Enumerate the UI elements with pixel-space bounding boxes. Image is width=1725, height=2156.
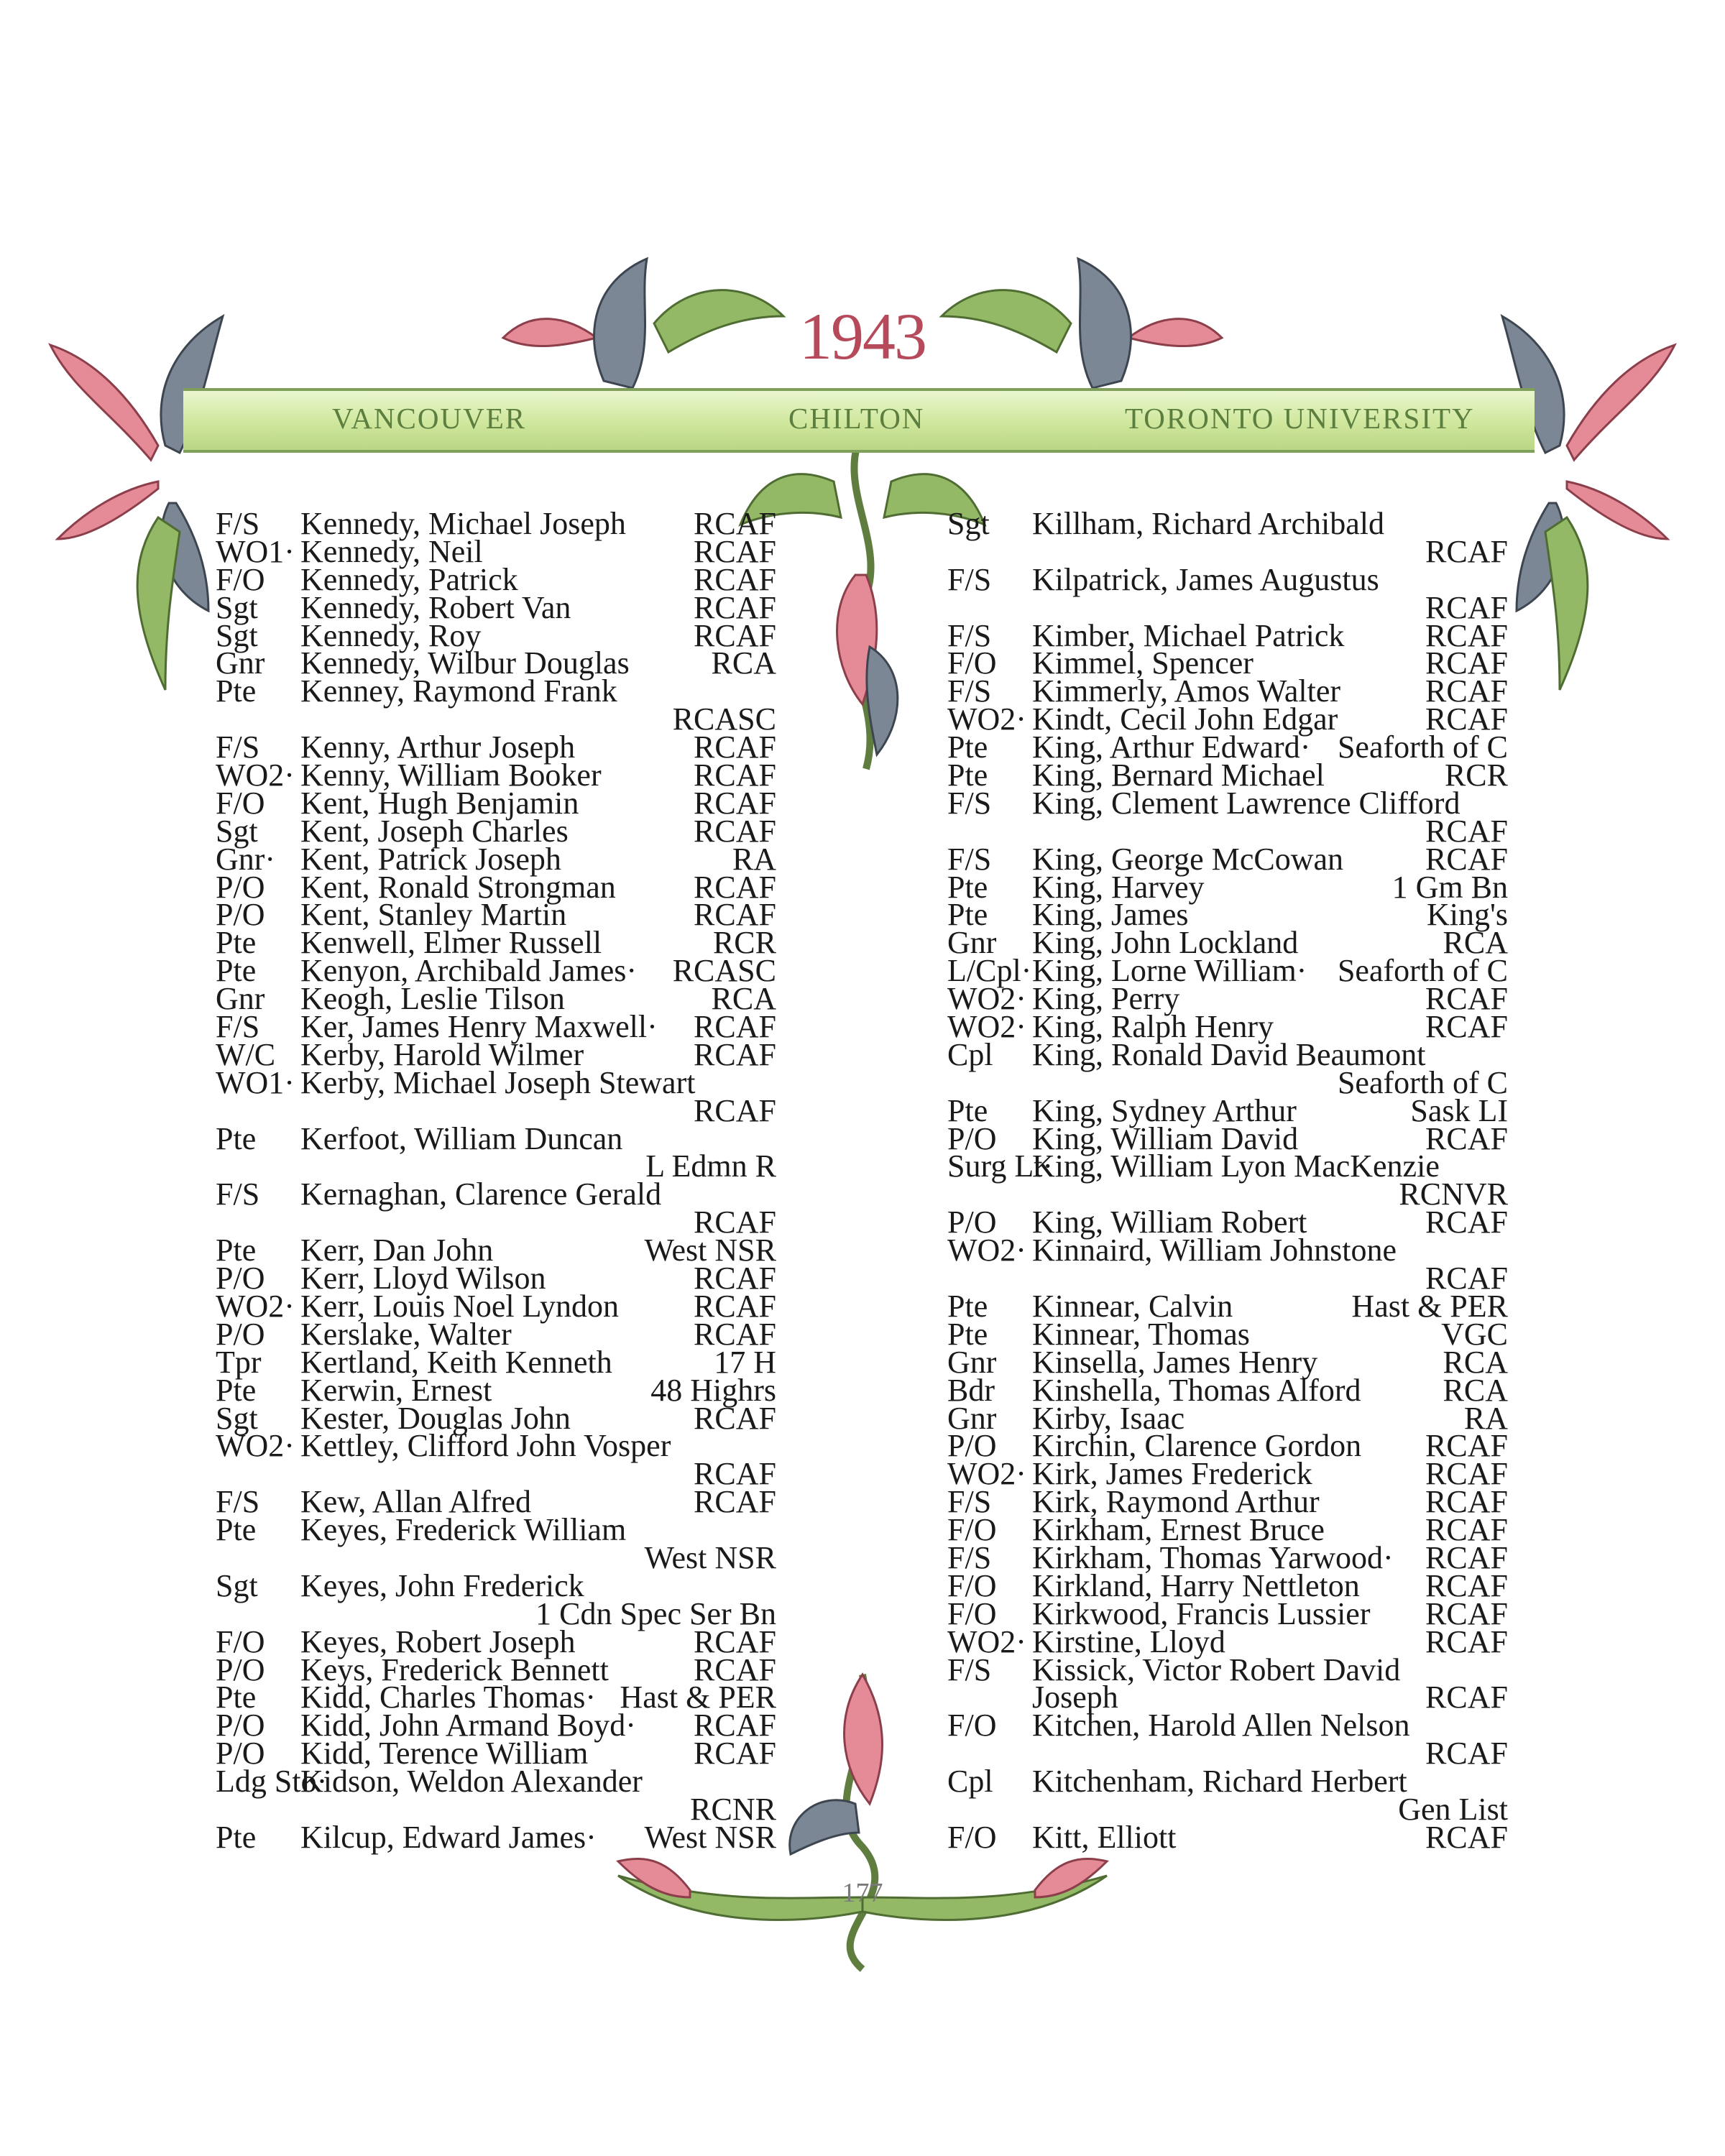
roll-entry — [216, 1428, 776, 1464]
rank: P/O — [216, 1708, 265, 1743]
unit: RCAF — [694, 1009, 776, 1045]
name: Kinnaird, William Johnstone — [1032, 1233, 1397, 1268]
unit: RCA — [711, 981, 776, 1017]
rank: Pte — [947, 757, 988, 793]
name: Kester, Douglas John — [300, 1400, 571, 1436]
rank: F/O — [947, 1708, 997, 1743]
name: King, John Lockland — [1032, 925, 1299, 961]
unit: RCAF — [694, 757, 776, 793]
unit: RCAF — [1425, 1736, 1508, 1772]
rank: Gnr — [216, 645, 265, 681]
unit: RCA — [1443, 1372, 1508, 1408]
unit: RCAF — [1425, 1819, 1508, 1855]
name: King, Lorne William· — [1032, 953, 1307, 989]
name: Ker, James Henry Maxwell· — [300, 1009, 658, 1045]
rank: F/S — [947, 841, 992, 877]
name: Kent, Stanley Martin — [300, 897, 567, 933]
name: Kirkwood, Francis Lussier — [1032, 1595, 1371, 1631]
name: Kirkham, Thomas Yarwood· — [1032, 1539, 1394, 1575]
name: Kent, Joseph Charles — [300, 813, 569, 849]
unit: RCAF — [694, 1036, 776, 1072]
unit: RCAF — [694, 897, 776, 933]
rank: P/O — [216, 1651, 265, 1687]
unit: RCAF — [694, 785, 776, 821]
rank: P/O — [947, 1204, 997, 1240]
unit: RCAF — [1425, 1680, 1508, 1715]
rank: F/O — [216, 785, 265, 821]
rank: F/O — [947, 1512, 997, 1548]
rank: Pte — [216, 1372, 257, 1408]
rank: Gnr — [947, 1344, 997, 1380]
name: Kenny, Arthur Joseph — [300, 729, 576, 765]
unit: West NSR — [644, 1539, 776, 1575]
name: Kerby, Harold Wilmer — [300, 1036, 584, 1072]
name: Keogh, Leslie Tilson — [300, 981, 565, 1017]
name: Kidd, John Armand Boyd· — [300, 1708, 636, 1743]
unit: RA — [1463, 1400, 1508, 1436]
name: King, Bernard Michael — [1032, 757, 1325, 793]
rank: Sgt — [216, 1567, 258, 1603]
roll-entry — [216, 589, 776, 625]
rank: F/S — [947, 673, 992, 709]
name: Kent, Patrick Joseph — [300, 841, 561, 877]
rank: WO1· — [216, 1064, 295, 1100]
unit: RCAF — [694, 729, 776, 765]
unit: Sask LI — [1410, 1092, 1508, 1128]
rank: F/O — [947, 1819, 997, 1855]
unit: RCNR — [690, 1791, 776, 1827]
name: King, Sydney Arthur — [1032, 1092, 1297, 1128]
unit: Hast & PER — [1351, 1288, 1508, 1324]
unit: RCAF — [694, 1651, 776, 1687]
rank: WO2· — [947, 981, 1026, 1017]
name: Kissick, Victor Robert David — [1032, 1651, 1401, 1687]
unit: 1 Gm Bn — [1392, 869, 1508, 905]
name: Kerr, Louis Noel Lyndon — [300, 1288, 620, 1324]
rank: F/O — [947, 1567, 997, 1603]
name: Kernaghan, Clarence Gerald — [300, 1176, 662, 1212]
rank: Cpl — [947, 1036, 993, 1072]
rank: Pte — [947, 1092, 988, 1128]
name: King, Perry — [1032, 981, 1180, 1017]
name: Kinnear, Calvin — [1032, 1288, 1233, 1324]
left-name-column — [216, 506, 776, 1855]
name: Kenney, Raymond Frank — [300, 673, 617, 709]
unit: Seaforth of C — [1337, 729, 1508, 765]
rank: P/O — [216, 897, 265, 933]
name: King, James — [1032, 897, 1189, 933]
unit: Hast & PER — [620, 1680, 776, 1715]
page-number: 177 — [842, 1878, 883, 1908]
unit: RCAF — [1425, 1623, 1508, 1659]
roll-entry — [216, 1064, 776, 1100]
roll-entry — [947, 1372, 1508, 1408]
rank: Gnr — [947, 1400, 997, 1436]
name: Kennedy, Neil — [300, 533, 483, 569]
name: Kindt, Cecil John Edgar — [1032, 701, 1338, 737]
unit: RCAF — [694, 1708, 776, 1743]
unit: RCAF — [694, 589, 776, 625]
name: Keys, Frederick Bennett — [300, 1651, 609, 1687]
name: Kennedy, Robert Van — [300, 589, 571, 625]
rank: Gnr — [947, 925, 997, 961]
rank: WO2· — [947, 1623, 1026, 1659]
name: Kidson, Weldon Alexander — [300, 1764, 643, 1800]
unit: RCAF — [1425, 1456, 1508, 1492]
banner-text-left: VANCOUVER — [332, 402, 527, 435]
rank: Pte — [216, 673, 257, 709]
name: Kilpatrick, James Augustus — [1032, 561, 1379, 597]
unit: RCAF — [1425, 1595, 1508, 1631]
banner-text-center: CHILTON — [788, 402, 925, 435]
unit: 48 Highrs — [650, 1372, 776, 1408]
rank: WO2· — [947, 1233, 1026, 1268]
rank: P/O — [947, 1428, 997, 1464]
rank: F/S — [947, 617, 992, 653]
unit: RCAF — [694, 617, 776, 653]
rank: F/O — [216, 561, 265, 597]
unit: RCAF — [1425, 1512, 1508, 1548]
rank: P/O — [947, 1120, 997, 1156]
rank: Sgt — [947, 506, 990, 541]
unit: King's — [1426, 897, 1508, 933]
rank: Cpl — [947, 1764, 993, 1800]
name: Keyes, John Frederick — [300, 1567, 584, 1603]
unit: RCA — [1443, 925, 1508, 961]
rank: F/S — [216, 1009, 260, 1045]
name: Kirkham, Ernest Bruce — [1032, 1512, 1325, 1548]
name: Kirkland, Harry Nettleton — [1032, 1567, 1360, 1603]
unit: RCAF — [1425, 1428, 1508, 1464]
rank: Pte — [216, 953, 257, 989]
rank: Sgt — [216, 813, 258, 849]
name: Kimmel, Spencer — [1032, 645, 1254, 681]
unit: VGC — [1441, 1316, 1508, 1352]
name: Kinnear, Thomas — [1032, 1316, 1250, 1352]
name: Kinshella, Thomas Alford — [1032, 1372, 1361, 1408]
right-name-column — [947, 506, 1508, 1855]
rank: Gnr· — [216, 841, 276, 877]
rank: WO2· — [947, 701, 1026, 737]
roll-entry — [947, 1708, 1508, 1743]
unit: RCR — [712, 925, 776, 961]
name: Kerslake, Walter — [300, 1316, 512, 1352]
name: Kerby, Michael Joseph Stewart — [300, 1064, 696, 1100]
name: Kenny, William Booker — [300, 757, 602, 793]
unit: RCAF — [694, 1400, 776, 1436]
unit: RCAF — [694, 533, 776, 569]
roll-entry — [947, 1651, 1508, 1687]
unit: RCAF — [1425, 1009, 1508, 1045]
rank: F/S — [216, 506, 260, 541]
rank: F/S — [947, 1651, 992, 1687]
rank: Surg Lt· — [947, 1148, 1054, 1184]
name: Kennedy, Wilbur Douglas — [300, 645, 630, 681]
unit: RCAF — [694, 1204, 776, 1240]
unit: 1 Cdn Spec Ser Bn — [535, 1595, 776, 1631]
unit: RCAF — [694, 1484, 776, 1520]
name: Kent, Hugh Benjamin — [300, 785, 579, 821]
name: Kenwell, Elmer Russell — [300, 925, 602, 961]
name: Kennedy, Patrick — [300, 561, 518, 597]
rank: Pte — [947, 1316, 988, 1352]
name: Kirchin, Clarence Gordon — [1032, 1428, 1362, 1464]
name: Killham, Richard Archibald — [1032, 506, 1384, 541]
rank: P/O — [216, 1316, 265, 1352]
rank: Ldg Sto· — [216, 1764, 328, 1800]
rank: Pte — [216, 1680, 257, 1715]
name: Kitt, Elliott — [1032, 1819, 1177, 1855]
name: Kerr, Dan John — [300, 1233, 494, 1268]
top-left-acanthus-ornament — [489, 237, 791, 395]
unit: Seaforth of C — [1337, 953, 1508, 989]
rank: Pte — [947, 869, 988, 905]
unit: RCAF — [694, 1316, 776, 1352]
rank: L/Cpl· — [947, 953, 1032, 989]
rank: F/O — [216, 1623, 265, 1659]
name: Kirk, Raymond Arthur — [1032, 1484, 1320, 1520]
unit: RCAF — [694, 1092, 776, 1128]
rank: F/S — [947, 561, 992, 597]
rank: Gnr — [216, 981, 265, 1017]
name: Kirby, Isaac — [1032, 1400, 1185, 1436]
unit: RCAF — [694, 1261, 776, 1296]
name: Kerfoot, William Duncan — [300, 1120, 623, 1156]
unit: RCAF — [1425, 1567, 1508, 1603]
roll-entry — [216, 506, 776, 541]
rank: Tpr — [216, 1344, 262, 1380]
unit: RCAF — [1425, 589, 1508, 625]
unit: RCAF — [1425, 701, 1508, 737]
roll-entry — [947, 1791, 1508, 1827]
name: Kew, Allan Alfred — [300, 1484, 531, 1520]
unit: RCAF — [694, 506, 776, 541]
name: King, Clement Lawrence Clifford — [1032, 785, 1460, 821]
unit: West NSR — [644, 1819, 776, 1855]
unit: RCR — [1444, 757, 1508, 793]
unit: RCNVR — [1399, 1176, 1508, 1212]
name: Kettley, Clifford John Vosper — [300, 1428, 671, 1464]
rank: F/S — [216, 729, 260, 765]
name: Kirk, James Frederick — [1032, 1456, 1312, 1492]
name: Kitchenham, Richard Herbert — [1032, 1764, 1407, 1800]
rank: P/O — [216, 1261, 265, 1296]
name: King, William Robert — [1032, 1204, 1307, 1240]
unit: West NSR — [644, 1233, 776, 1268]
rank: F/O — [947, 645, 997, 681]
name: Kinsella, James Henry — [1032, 1344, 1318, 1380]
unit: RCAF — [694, 869, 776, 905]
rank: Sgt — [216, 1400, 258, 1436]
name: Kimmerly, Amos Walter — [1032, 673, 1341, 709]
rank: F/O — [947, 1595, 997, 1631]
name: King, Ronald David Beaumont — [1032, 1036, 1426, 1072]
rank: WO2· — [216, 1288, 295, 1324]
name: Kilcup, Edward James· — [300, 1819, 597, 1855]
unit: RCAF — [1425, 1539, 1508, 1575]
name: Kenyon, Archibald James· — [300, 953, 637, 989]
rank: Sgt — [216, 617, 258, 653]
name: Kirstine, Lloyd — [1032, 1623, 1225, 1659]
name: Joseph — [1032, 1680, 1118, 1715]
unit: 17 H — [714, 1344, 776, 1380]
roll-entry — [216, 1819, 776, 1855]
unit: RCAF — [694, 813, 776, 849]
rank: Sgt — [216, 589, 258, 625]
rank: Pte — [947, 1288, 988, 1324]
unit: RCA — [1443, 1344, 1508, 1380]
rank: Pte — [216, 925, 257, 961]
rank: Pte — [216, 1120, 257, 1156]
unit: RCAF — [1425, 1484, 1508, 1520]
unit: RCAF — [694, 1623, 776, 1659]
unit: RCAF — [1425, 1261, 1508, 1296]
unit: Seaforth of C — [1337, 1064, 1508, 1100]
unit: RCAF — [694, 1736, 776, 1772]
name: Kerwin, Ernest — [300, 1372, 492, 1408]
rank: F/S — [216, 1176, 260, 1212]
unit: RCAF — [1425, 617, 1508, 653]
unit: L Edmn R — [645, 1148, 776, 1184]
name: Kerr, Lloyd Wilson — [300, 1261, 546, 1296]
unit: RCA — [711, 645, 776, 681]
roll-entry — [947, 561, 1508, 597]
rank: WO2· — [947, 1456, 1026, 1492]
roll-entry — [947, 1819, 1508, 1855]
unit: RCAF — [1425, 673, 1508, 709]
top-right-acanthus-ornament — [934, 237, 1236, 395]
roll-entry — [947, 1233, 1508, 1268]
rank: WO1· — [216, 533, 295, 569]
unit: Gen List — [1398, 1791, 1508, 1827]
unit: RCAF — [1425, 1204, 1508, 1240]
rank: Bdr — [947, 1372, 995, 1408]
unit: RCAF — [1425, 981, 1508, 1017]
name: King, George McCowan — [1032, 841, 1343, 877]
roll-entry — [947, 506, 1508, 541]
rank: WO2· — [216, 757, 295, 793]
banner-text-right: TORONTO UNIVERSITY — [1125, 402, 1475, 435]
roll-entry — [216, 1176, 776, 1212]
unit: RCAF — [1425, 841, 1508, 877]
name: Kidd, Terence William — [300, 1736, 589, 1772]
name: Kertland, Keith Kenneth — [300, 1344, 612, 1380]
unit: RCAF — [1425, 533, 1508, 569]
rank: Pte — [947, 729, 988, 765]
name: Kimber, Michael Patrick — [1032, 617, 1345, 653]
name: Kennedy, Roy — [300, 617, 482, 653]
year-heading: 1943 — [799, 300, 926, 373]
rank: WO2· — [947, 1009, 1026, 1045]
unit: RCAF — [1425, 645, 1508, 681]
rank: F/S — [947, 785, 992, 821]
rank: Pte — [216, 1512, 257, 1548]
name: Kidd, Charles Thomas· — [300, 1680, 597, 1715]
rank: WO2· — [216, 1428, 295, 1464]
name: Kitchen, Harold Allen Nelson — [1032, 1708, 1410, 1743]
rank: Pte — [947, 897, 988, 933]
name: Keyes, Robert Joseph — [300, 1623, 576, 1659]
rank: W/C — [216, 1036, 276, 1072]
rank: F/S — [947, 1484, 992, 1520]
roll-entry — [947, 953, 1508, 989]
name: King, Harvey — [1032, 869, 1205, 905]
unit: RCAF — [1425, 813, 1508, 849]
roll-entry — [947, 869, 1508, 905]
name: King, William David — [1032, 1120, 1299, 1156]
unit: RCASC — [672, 953, 776, 989]
name: Kennedy, Michael Joseph — [300, 506, 626, 541]
name: King, Arthur Edward· — [1032, 729, 1311, 765]
rank: Pte — [216, 1233, 257, 1268]
rank: P/O — [216, 869, 265, 905]
rank: P/O — [216, 1736, 265, 1772]
name: Keyes, Frederick William — [300, 1512, 627, 1548]
name: King, Ralph Henry — [1032, 1009, 1274, 1045]
rank: F/S — [947, 1539, 992, 1575]
unit: RCASC — [672, 701, 776, 737]
roll-entry — [947, 785, 1508, 821]
name: Kent, Ronald Strongman — [300, 869, 616, 905]
unit: RCAF — [1425, 1120, 1508, 1156]
unit: RA — [732, 841, 776, 877]
name: King, William Lyon MacKenzie — [1032, 1148, 1440, 1184]
roll-entry — [947, 1595, 1508, 1631]
rank: F/S — [216, 1484, 260, 1520]
unit: RCAF — [694, 1288, 776, 1324]
unit: RCAF — [694, 1456, 776, 1492]
rank: Pte — [216, 1819, 257, 1855]
unit: RCAF — [694, 561, 776, 597]
